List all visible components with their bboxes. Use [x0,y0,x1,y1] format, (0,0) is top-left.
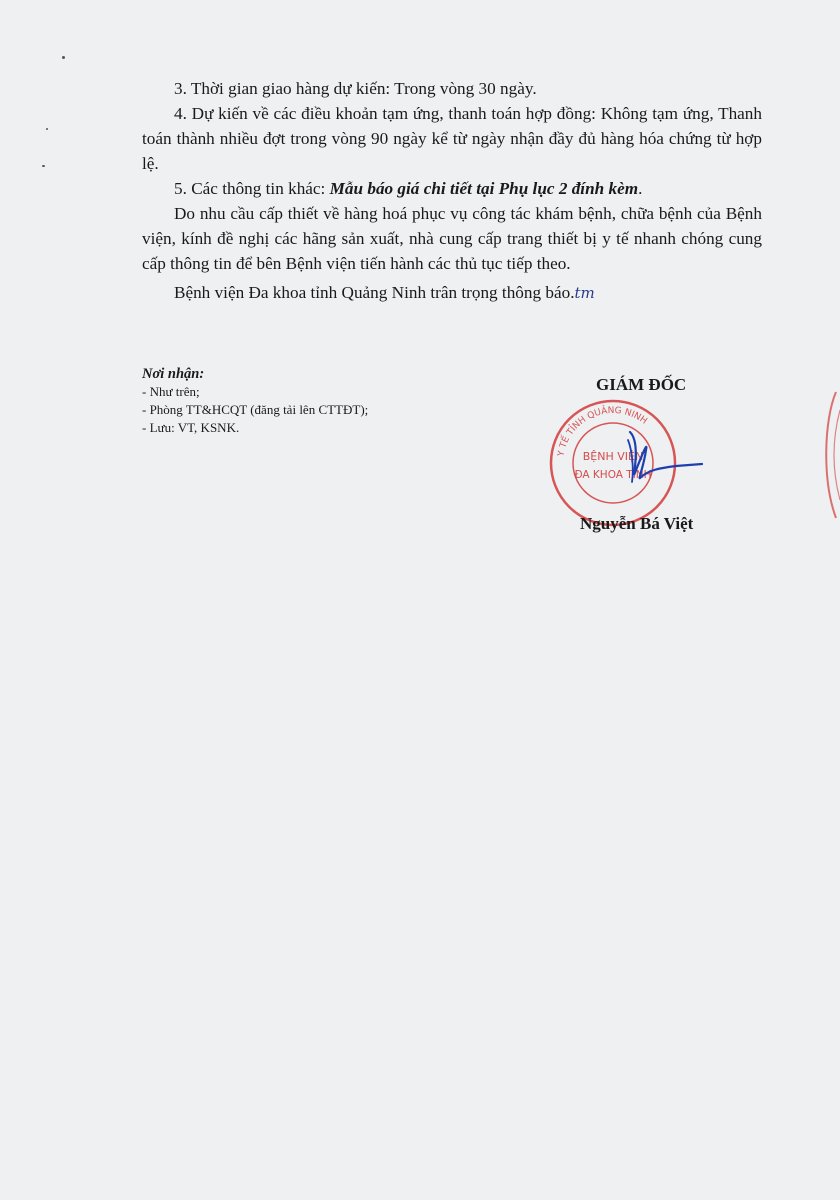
item-payment-terms: 4. Dự kiến về các điều khoản tạm ứng, thanh toán hợp đồng: Không tạm ứng, Thanh toán thành nhiều đợt trong vòng 90 ngày kể từ ngày nhận đầy đủ hàng hóa chứng từ hợp lệ. [142,104,762,173]
stamp-ring-text: Y TẾ TỈNH QUẢNG NINH [556,405,649,458]
item-other-info-suffix: . [638,179,643,198]
stamp-center-line1: BỆNH VIỆN [582,450,644,463]
scan-speck [62,56,65,59]
recipient-line: - Như trên; [142,384,200,399]
stamp-center-line2: ĐA KHOA TỈNH [574,469,652,481]
recipient-line: - Phòng TT&HCQT (đăng tải lên CTTĐT); [142,402,369,417]
item-delivery-time: 3. Thời gian giao hàng dự kiến: Trong vòng 30 ngày. [174,79,537,98]
item-other-info [142,176,762,201]
initials-mark: tm [574,284,595,302]
closing-text: Bệnh viện Đa khoa tỉnh Quảng Ninh trân trọng thông báo. [174,283,575,302]
closing-line [142,280,762,306]
adjacent-page-stamp-edge [816,390,840,520]
document-body [142,76,762,306]
scan-speck [46,128,48,130]
recipients-block [142,365,462,437]
scan-speck [42,165,45,167]
item-other-info-prefix: 5. Các thông tin khác: [174,179,330,198]
request-paragraph: Do nhu cầu cấp thiết về hàng hoá phục vụ công tác khám bệnh, chữa bệnh của Bệnh viện, kính đề nghị các hãng sản xuất, nhà cung cấp trang thiết bị y tế nhanh chóng cung cấp thông tin để bên Bệnh viện tiến hành các thủ tục tiếp theo. [142,204,762,273]
signer-name: Nguyễn Bá Việt [580,514,694,533]
recipient-line: - Lưu: VT, KSNK. [142,420,240,435]
signer-title: GIÁM ĐỐC [596,375,687,394]
item-other-info-emphasis: Mẫu báo giá chi tiết tại Phụ lục 2 đính kèm [329,179,639,198]
handwritten-signature [590,420,710,500]
recipients-title: Nơi nhận: [142,366,205,382]
